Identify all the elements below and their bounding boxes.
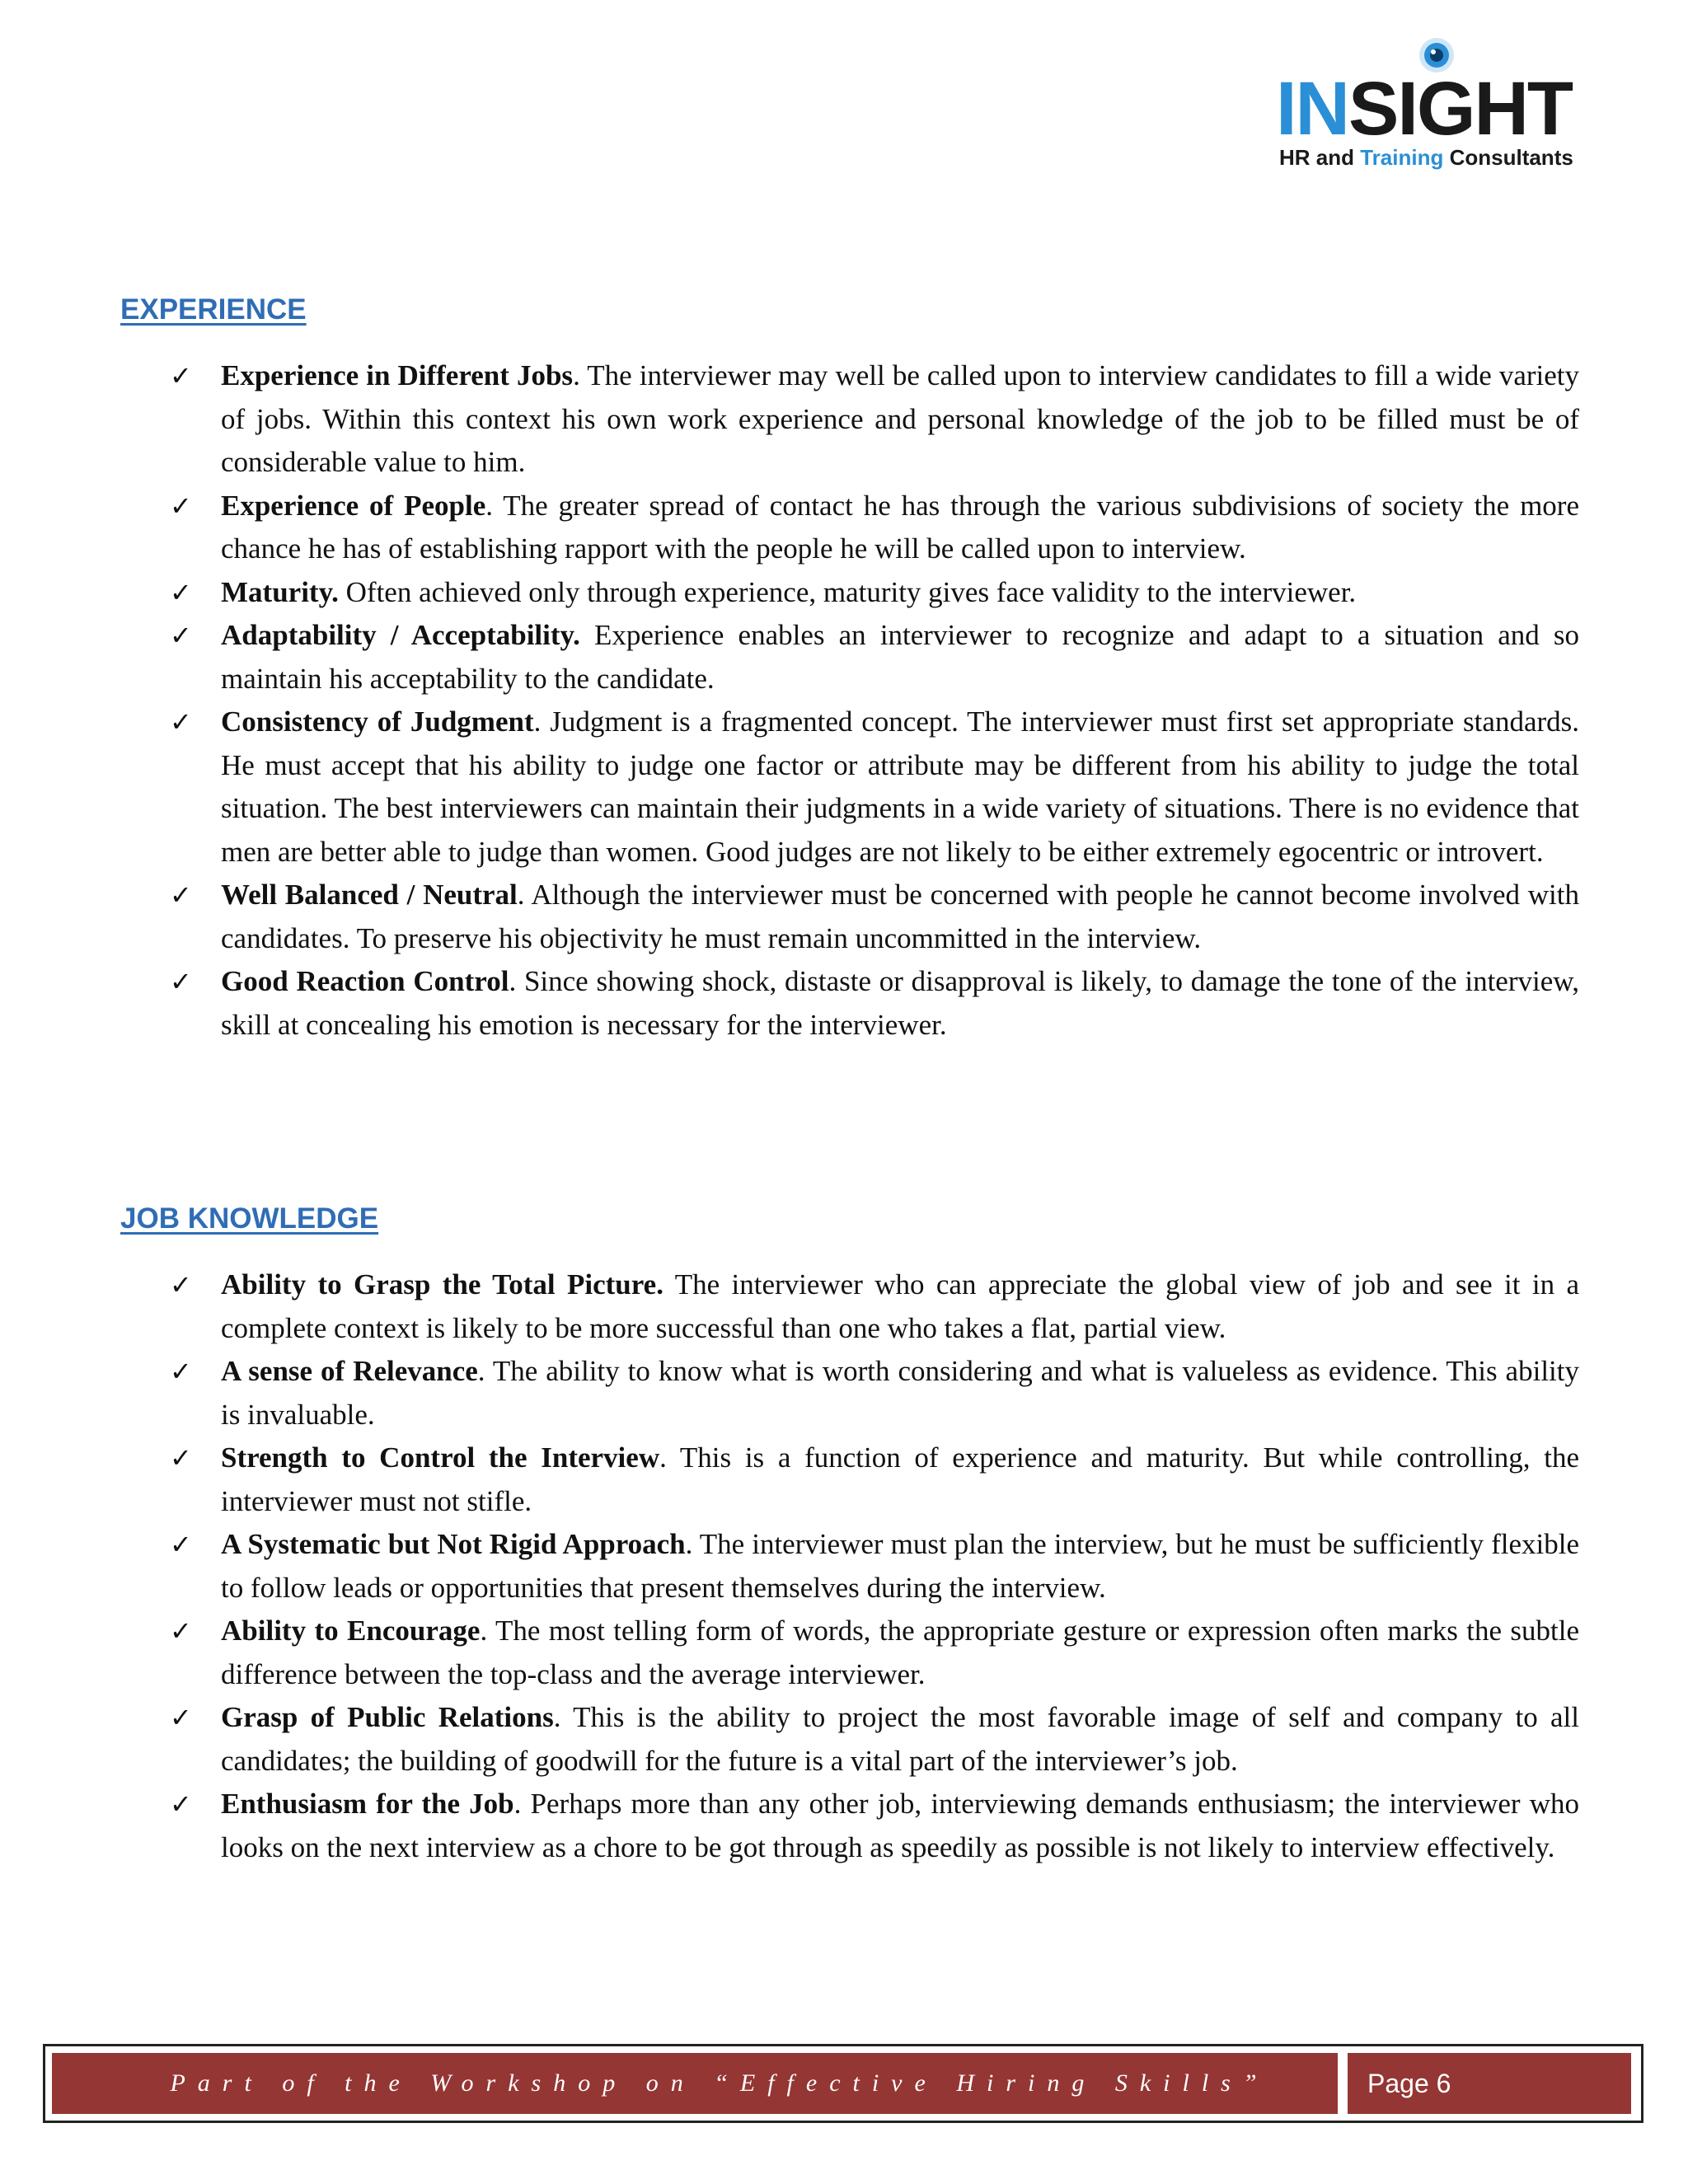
list-item: [120, 1263, 1579, 1350]
item-term: Enthusiasm for the Job: [221, 1788, 514, 1820]
list-item: [120, 1523, 1579, 1610]
item-text: . The interviewer may well be called upon to interview candidates to fill a wide variety of jobs. Within this context his own work experience and personal knowledge of the job to be filled must be of considerable value to him.: [221, 359, 1579, 478]
check-icon: ✓: [170, 1356, 192, 1387]
item-term: Experience in Different Jobs: [221, 359, 574, 391]
item-term: A sense of Relevance: [221, 1355, 478, 1387]
list-item: [120, 701, 1579, 874]
list-item: [120, 1696, 1579, 1783]
item-term: Ability to Grasp the Total Picture.: [221, 1268, 663, 1301]
item-text: . Since showing shock, distaste or disapproval is likely, to damage the tone of the interview, skill at concealing his emotion is necessary for the interviewer.: [221, 965, 1579, 1041]
job-knowledge-list: [120, 1263, 1579, 1869]
item-text: . This is the ability to project the most favorable image of self and company to all candidates; the building of goodwill for the future is a vital part of the interviewer’s job.: [221, 1701, 1580, 1777]
item-text: . The ability to know what is worth considering and what is valueless as evidence. This ability is invaluable.: [221, 1355, 1579, 1431]
experience-list: [120, 354, 1579, 1047]
logo-wordmark: [1276, 68, 1572, 150]
item-text: . The interviewer must plan the interview, but he must be sufficiently flexible to follow leads or opportunities that present themselves during the interview.: [221, 1528, 1579, 1604]
list-item: [120, 354, 1579, 485]
section-heading: EXPERIENCE: [120, 293, 307, 326]
check-icon: ✓: [170, 1788, 192, 1820]
item-term: Consistency of Judgment: [221, 705, 534, 738]
check-icon: ✓: [170, 576, 192, 608]
logo-word-in: IN: [1276, 67, 1348, 151]
list-item: [120, 1436, 1579, 1523]
item-term: Strength to Control the Interview: [221, 1441, 660, 1474]
check-icon: ✓: [170, 966, 192, 997]
logo-tag-part3: Consultants: [1443, 145, 1573, 170]
list-item: [120, 1783, 1579, 1869]
item-text: . Judgment is a fragmented concept. The interviewer must first set appropriate standards. He must accept that his ability to judge one factor or attribute may be different from his ability to judge the total situation. The best interviewers can maintain their judgments in a wide variety of situations. There is no evidence that men are better able to judge than women. Good judges are not likely to be either extremely egocentric or introvert.: [221, 705, 1580, 868]
check-icon: ✓: [170, 706, 192, 738]
footer-page-box: [1348, 2053, 1631, 2114]
logo-tagline: [1279, 145, 1573, 171]
check-icon: ✓: [170, 1702, 192, 1733]
item-term: Adaptability / Acceptability.: [221, 619, 580, 651]
list-item: [120, 1610, 1579, 1696]
list-item: [120, 485, 1579, 571]
item-term: Maturity.: [221, 575, 339, 608]
item-term: A Systematic but Not Rigid Approach: [221, 1528, 686, 1560]
item-text: . The most telling form of words, the appropriate gesture or expression often marks the subtle difference between the top-class and the average interviewer.: [221, 1615, 1579, 1690]
check-icon: ✓: [170, 360, 192, 391]
check-icon: ✓: [170, 1442, 192, 1474]
logo-word-sight: SIGHT: [1348, 67, 1573, 151]
item-text: . Although the interviewer must be concerned with people he cannot become involved with candidates. To preserve his objectivity he must remain uncommitted in the interview.: [221, 879, 1579, 954]
page-number: Page 6: [1367, 2068, 1451, 2098]
item-text: . This is a function of experience and maturity. But while controlling, the interviewer must not stifle.: [221, 1441, 1579, 1517]
section-heading: JOB KNOWLEDGE: [120, 1202, 379, 1235]
list-item: [120, 960, 1579, 1047]
item-term: Well Balanced / Neutral: [221, 879, 518, 911]
item-term: Experience of People: [221, 489, 486, 522]
company-logo: [1276, 33, 1614, 173]
section-job-knowledge: [120, 1199, 1579, 1869]
item-text: The interviewer who can appreciate the global view of job and see it in a complete context is likely to be more successful than one who takes a flat, partial view.: [221, 1268, 1579, 1344]
check-icon: ✓: [170, 879, 192, 911]
section-experience: [120, 290, 1579, 1047]
item-text: Experience enables an interviewer to recognize and adapt to a situation and so maintain his acceptability to the candidate.: [221, 619, 1580, 695]
footer-workshop-bar: [52, 2053, 1338, 2114]
check-icon: ✓: [170, 620, 192, 651]
logo-tag-part2: Training: [1360, 145, 1444, 170]
item-term: Grasp of Public Relations: [221, 1701, 554, 1733]
check-icon: ✓: [170, 1529, 192, 1560]
item-text: . Perhaps more than any other job, interviewing demands enthusiasm; the interviewer who looks on the next interview as a chore to be got through as speedily as possible is not likely to interview effectively.: [221, 1788, 1579, 1863]
list-item: [120, 874, 1579, 960]
check-icon: ✓: [170, 1269, 192, 1301]
footer-workshop-text: Part of the Workshop on “Effective Hiring Skills”: [170, 2069, 1269, 2097]
item-text: Often achieved only through experience, maturity gives face validity to the interviewer.: [338, 575, 1357, 608]
check-icon: ✓: [170, 490, 192, 522]
check-icon: ✓: [170, 1615, 192, 1647]
item-term: Ability to Encourage: [221, 1615, 481, 1647]
list-item: [120, 1350, 1579, 1436]
list-item: [120, 571, 1579, 615]
page-footer: [43, 2044, 1643, 2123]
item-text: . The greater spread of contact he has through the various subdivisions of society the more chance he has of establishing rapport with the people he will be called upon to interview.: [221, 489, 1580, 565]
logo-tag-part1: HR and: [1279, 145, 1361, 170]
item-term: Good Reaction Control: [221, 965, 509, 997]
list-item: [120, 614, 1579, 701]
